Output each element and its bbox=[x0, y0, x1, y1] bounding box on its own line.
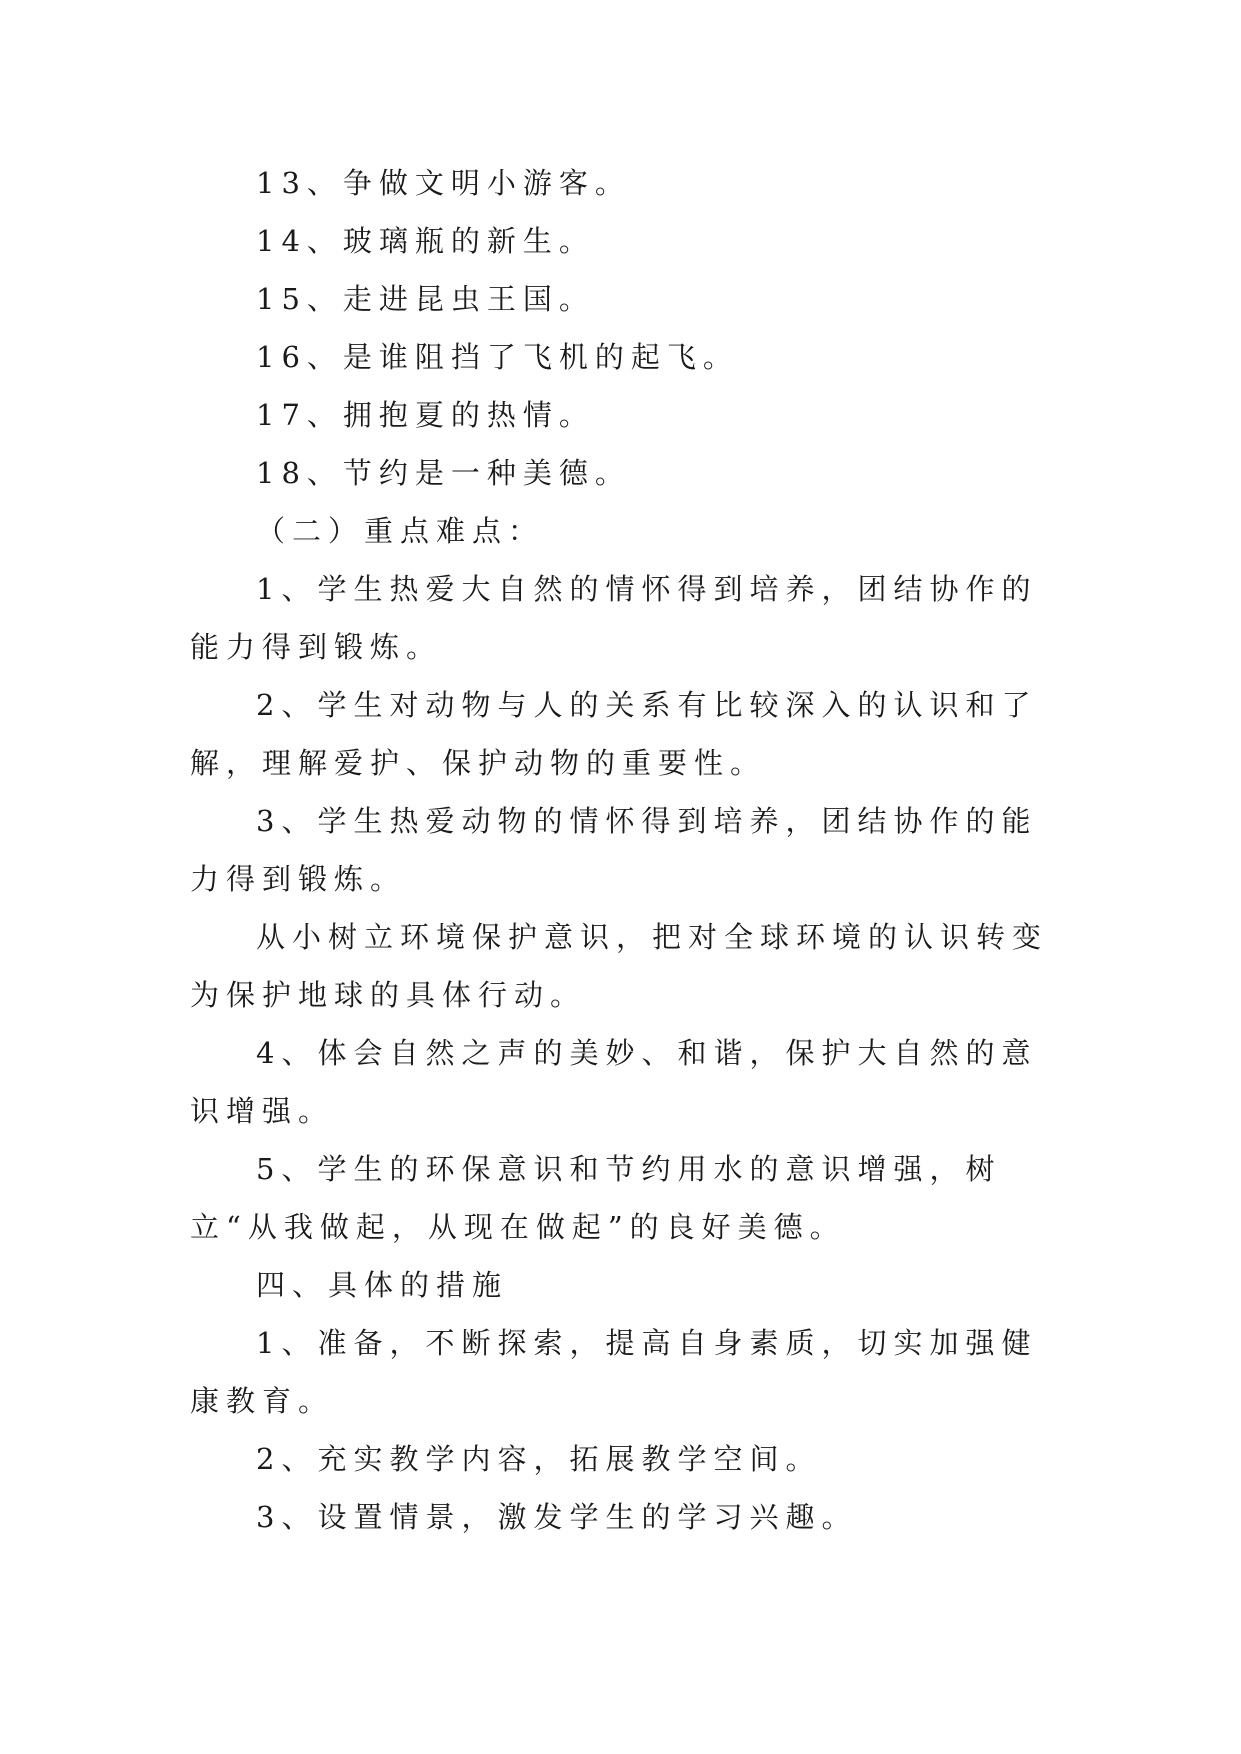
list-item-14: 14、玻璃瓶的新生。 bbox=[256, 224, 595, 258]
section-heading-measures: 四、具体的措施 bbox=[256, 1268, 509, 1302]
document-body bbox=[190, 154, 1052, 1546]
key-point-1: 1、学生热爱大自然的情怀得到培养，团结协作的能力得到锻炼。 bbox=[190, 572, 1038, 664]
key-point-3: 3、学生热爱动物的情怀得到培养，团结协作的能力得到锻炼。 bbox=[190, 804, 1038, 896]
list-item-17: 17、拥抱夏的热情。 bbox=[256, 398, 595, 432]
measure-3: 3、设置情景，激发学生的学习兴趣。 bbox=[256, 1500, 858, 1534]
measure-2: 2、充实教学内容，拓展教学空间。 bbox=[256, 1442, 822, 1476]
measure-1: 1、准备，不断探索，提高自身素质，切实加强健康教育。 bbox=[190, 1326, 1038, 1418]
list-item-18: 18、节约是一种美德。 bbox=[256, 456, 631, 490]
list-item-15: 15、走进昆虫王国。 bbox=[256, 282, 595, 316]
key-point-environment: 从小树立环境保护意识，把对全球环境的认识转变为保护地球的具体行动。 bbox=[190, 920, 1049, 1012]
list-item-13: 13、争做文明小游客。 bbox=[256, 166, 631, 200]
section-heading-key-points: （二）重点难点： bbox=[256, 514, 545, 548]
key-point-4: 4、体会自然之声的美妙、和谐，保护大自然的意识增强。 bbox=[190, 1036, 1038, 1128]
key-point-5: 5、学生的环保意识和节约用水的意识增强，树立“从我做起，从现在做起”的良好美德。 bbox=[190, 1152, 1002, 1244]
list-item-16: 16、是谁阻挡了飞机的起飞。 bbox=[256, 340, 739, 374]
key-point-2: 2、学生对动物与人的关系有比较深入的认识和了解，理解爱护、保护动物的重要性。 bbox=[190, 688, 1038, 780]
